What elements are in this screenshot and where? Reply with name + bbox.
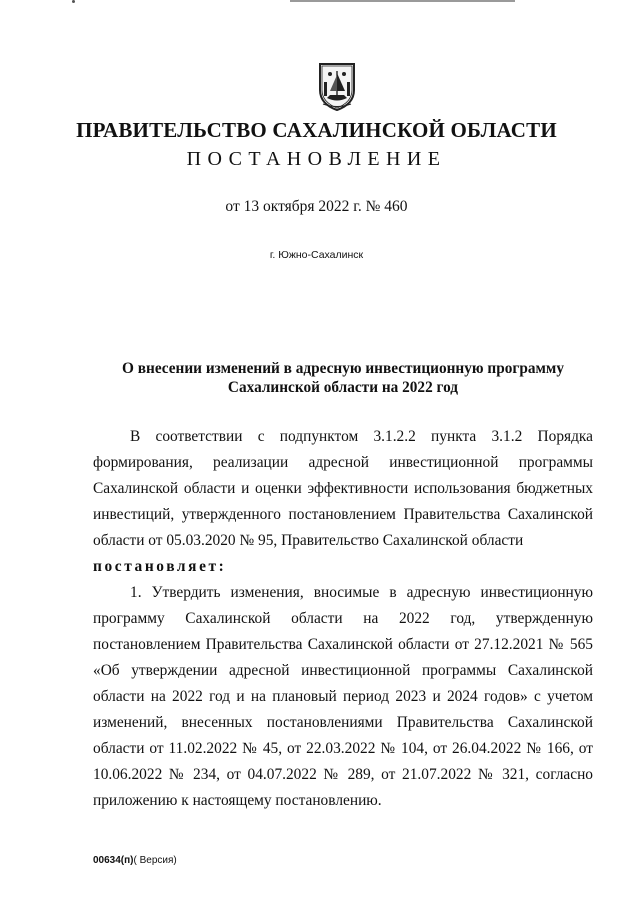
scan-edge-line [290, 0, 515, 2]
document-type: ПОСТАНОВЛЕНИЕ [186, 148, 447, 170]
subject-line-2: Сахалинской области на 2022 год [227, 379, 459, 396]
intro-paragraph [93, 424, 593, 554]
coat-of-arms-icon [313, 62, 361, 112]
document-subject [93, 359, 593, 397]
subject-line-1: О внесении изменений в адресную инвестиционную программу [122, 360, 564, 377]
intro-text: В соответствии с подпунктом 3.1.2.2 пункта 3.1.2 Порядка формирования, реализации адресной инвестиционной программы Сахалинской области и оценки эффективности использования бюджетных инвестиций, утвержденного постановлением Правительства Сахалинской области от 05.03.2020 № 95, Правительство Сахалинской области [93, 428, 593, 549]
footer-document-code [93, 855, 177, 866]
document-body [93, 424, 593, 814]
document-city: г. Южно-Сахалинск [269, 249, 364, 261]
scan-mark [72, 0, 75, 3]
organization-title: ПРАВИТЕЛЬСТВО САХАЛИНСКОЙ ОБЛАСТИ [76, 118, 557, 142]
item-1-paragraph: 1. Утвердить изменения, вносимые в адресную инвестиционную программу Сахалинской области на 2022 год, утвержденную постановлением Правительства Сахалинской области от 27.12.2021 № 565 «Об утверждении адресной инвестиционной программы Сахалинской области на 2022 год и на плановый период 2023 и 2024 годов» с учетом изменений, внесенных постановлениями Правительства Сахалинской области от 11.02.2022 № 45, от 22.03.2022 № 104, от 26.04.2022 № 166, от 10.06.2022 № 234, от 04.07.2022 № 289, от 21.07.2022 № 321, согласно приложению к настоящему постановлению. [93, 584, 593, 809]
decree-word: постановляет: [93, 558, 227, 575]
footer-code-number: 00634(п) [93, 855, 134, 866]
document-date-number: от 13 октября 2022 г. № 460 [225, 198, 408, 215]
footer-code-version: ( Версия) [133, 855, 177, 866]
